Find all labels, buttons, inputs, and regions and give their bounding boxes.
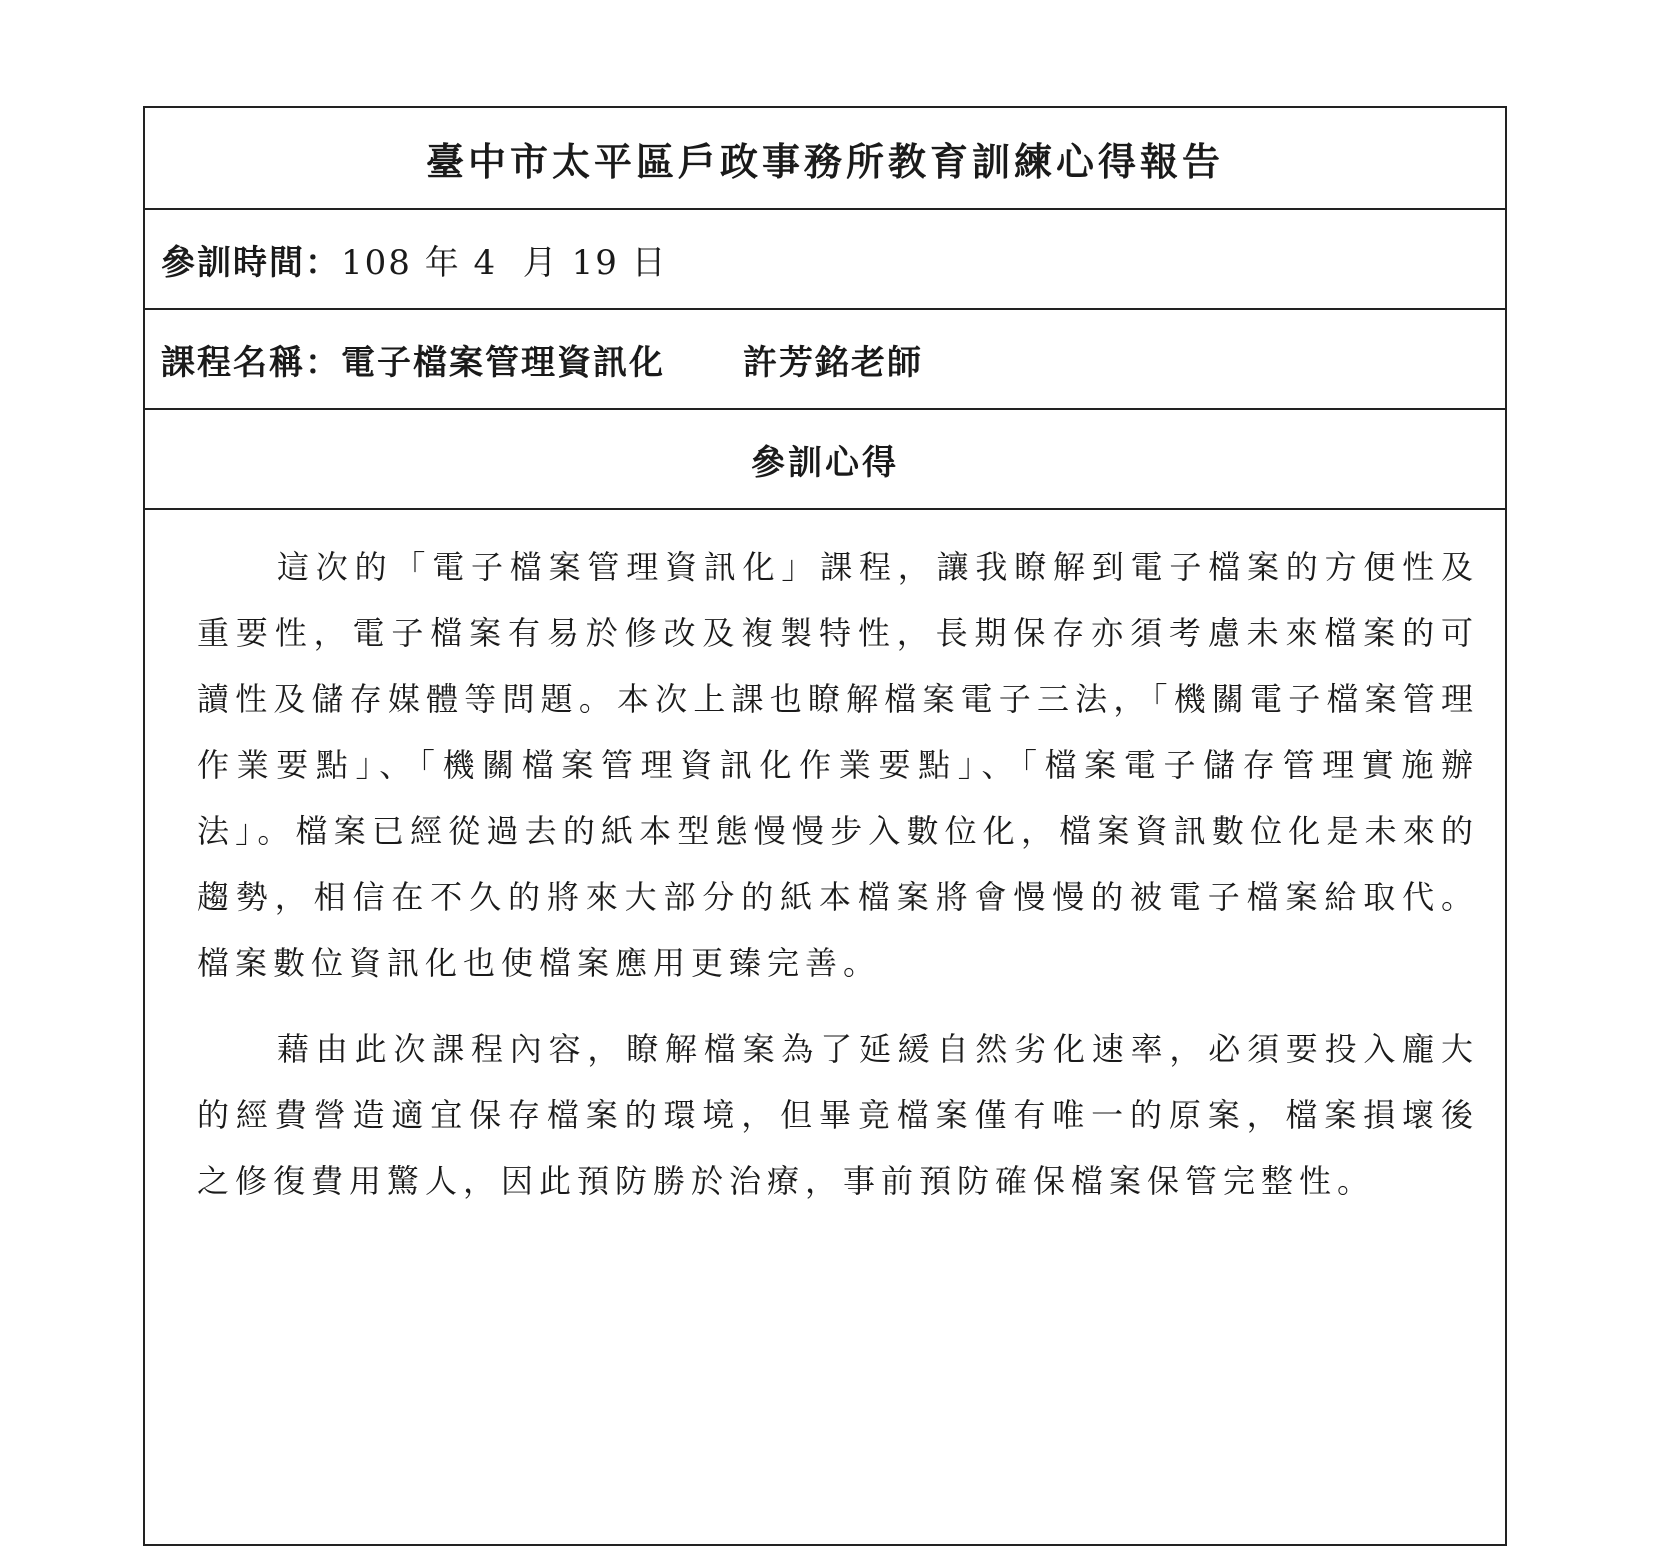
title-row <box>145 108 1505 210</box>
section-row <box>145 410 1505 510</box>
date-row <box>145 210 1505 310</box>
course-label: 課程名稱： <box>161 342 341 383</box>
course-field <box>145 335 923 384</box>
report-title: 臺中市太平區戶政事務所教育訓練心得報告 <box>425 138 1224 184</box>
paragraph: 藉由此次課程內容，瞭解檔案為了延緩自然劣化速率，必須要投入龐大的經費營造適宜保存檔案的環境，但畢竟檔案僅有唯一的原案，檔案損壞後之修復費用驚人，因此預防勝於治療，事前預防確保檔案保管完整性。 <box>197 1030 1479 1200</box>
report-table <box>143 106 1507 1546</box>
date-label: 參訓時間： <box>161 242 341 283</box>
paragraph: 這次的「電子檔案管理資訊化」課程，讓我瞭解到電子檔案的方便性及重要性，電子檔案有易於修改及複製特性，長期保存亦須考慮未來檔案的可讀性及儲存媒體等問題。本次上課也瞭解檔案電子三法，「機關電子檔案管理作業要點」、「機關檔案管理資訊化作業要點」、「檔案電子儲存管理實施辦法」。檔案已經從過去的紙本型態慢慢步入數位化，檔案資訊數位化是未來的趨勢，相信在不久的將來大部分的紙本檔案將會慢慢的被電子檔案給取代。檔案數位資訊化也使檔案應用更臻完善。 <box>197 548 1479 982</box>
course-name: 電子檔案管理資訊化 <box>341 342 665 383</box>
date-value: 108 年 4 月 19 日 <box>341 242 668 283</box>
section-heading: 參訓心得 <box>751 442 899 483</box>
course-row <box>145 310 1505 410</box>
instructor-name: 許芳銘老師 <box>743 342 923 383</box>
date-field <box>145 235 668 284</box>
report-body <box>145 510 1505 1544</box>
